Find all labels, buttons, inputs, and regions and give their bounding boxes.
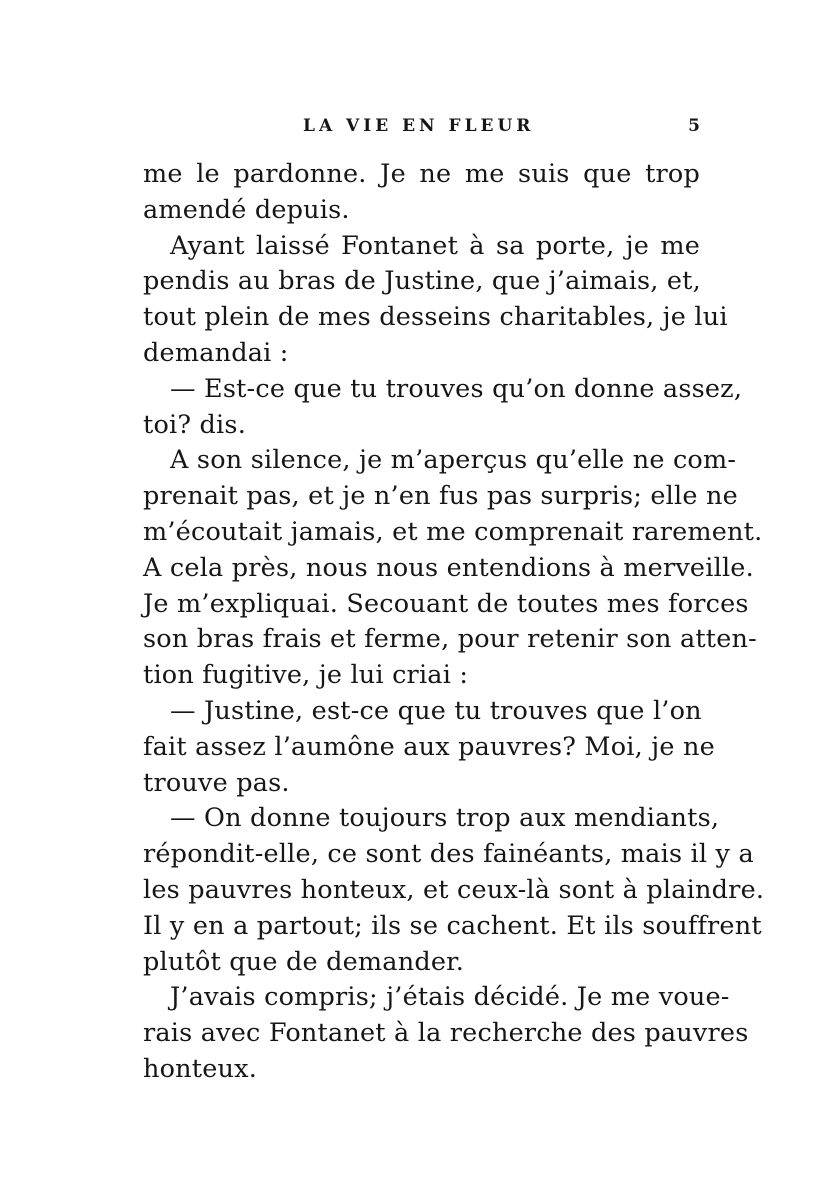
running-head — [143, 116, 700, 140]
text-line: répondit-elle, ce sont des fainéants, mais il y a — [143, 839, 754, 870]
text-line: — Est-ce que tu trouves qu’on donne assez, — [170, 373, 743, 404]
text-line: plutôt que de demander. — [143, 946, 465, 977]
text-line: trouve pas. — [143, 767, 290, 798]
text-line: amendé depuis. — [143, 194, 350, 225]
text-line: pendis au bras de Justine, que j’aimais, et, — [143, 266, 701, 297]
text-line: toi? dis. — [143, 409, 247, 440]
text-line: rais avec Fontanet à la recherche des pauvres — [143, 1018, 749, 1049]
text-line: Ayant laissé Fontanet à sa porte, je me — [170, 230, 700, 261]
body-text — [143, 157, 765, 1088]
page-number: 5 — [688, 116, 700, 136]
text-line: A cela près, nous nous entendions à merveille. — [143, 552, 754, 583]
text-line: Je m’expliquai. Secouant de toutes mes forces — [143, 588, 749, 619]
text-line: Il y en a partout; ils se cachent. Et ils souffrent — [143, 910, 762, 941]
text-line: me le pardonne. Je ne me suis que trop — [143, 159, 700, 189]
text-line: son bras frais et ferme, pour retenir son atten- — [143, 624, 757, 655]
text-line: J’avais compris; j’étais décidé. Je me voue- — [170, 982, 730, 1013]
running-title: LA VIE EN FLEUR — [303, 116, 535, 136]
text-line: demandai : — [143, 337, 289, 368]
text-line: m’écoutait jamais, et me comprenait rarement. — [143, 516, 763, 547]
text-line: A son silence, je m’aperçus qu’elle ne com- — [170, 445, 737, 476]
text-line: tout plein de mes desseins charitables, je lui — [143, 302, 728, 333]
text-line: tion fugitive, je lui criai : — [143, 660, 469, 691]
text-line: honteux. — [143, 1053, 258, 1084]
text-line: prenait pas, et je n’en fus pas surpris; elle ne — [143, 481, 738, 512]
text-line: les pauvres honteux, et ceux-là sont à plaindre. — [143, 874, 765, 905]
text-line: — On donne toujours trop aux mendiants, — [170, 803, 720, 834]
text-line: — Justine, est-ce que tu trouves que l’on — [170, 695, 702, 726]
text-line: fait assez l’aumône aux pauvres? Moi, je ne — [143, 731, 715, 762]
